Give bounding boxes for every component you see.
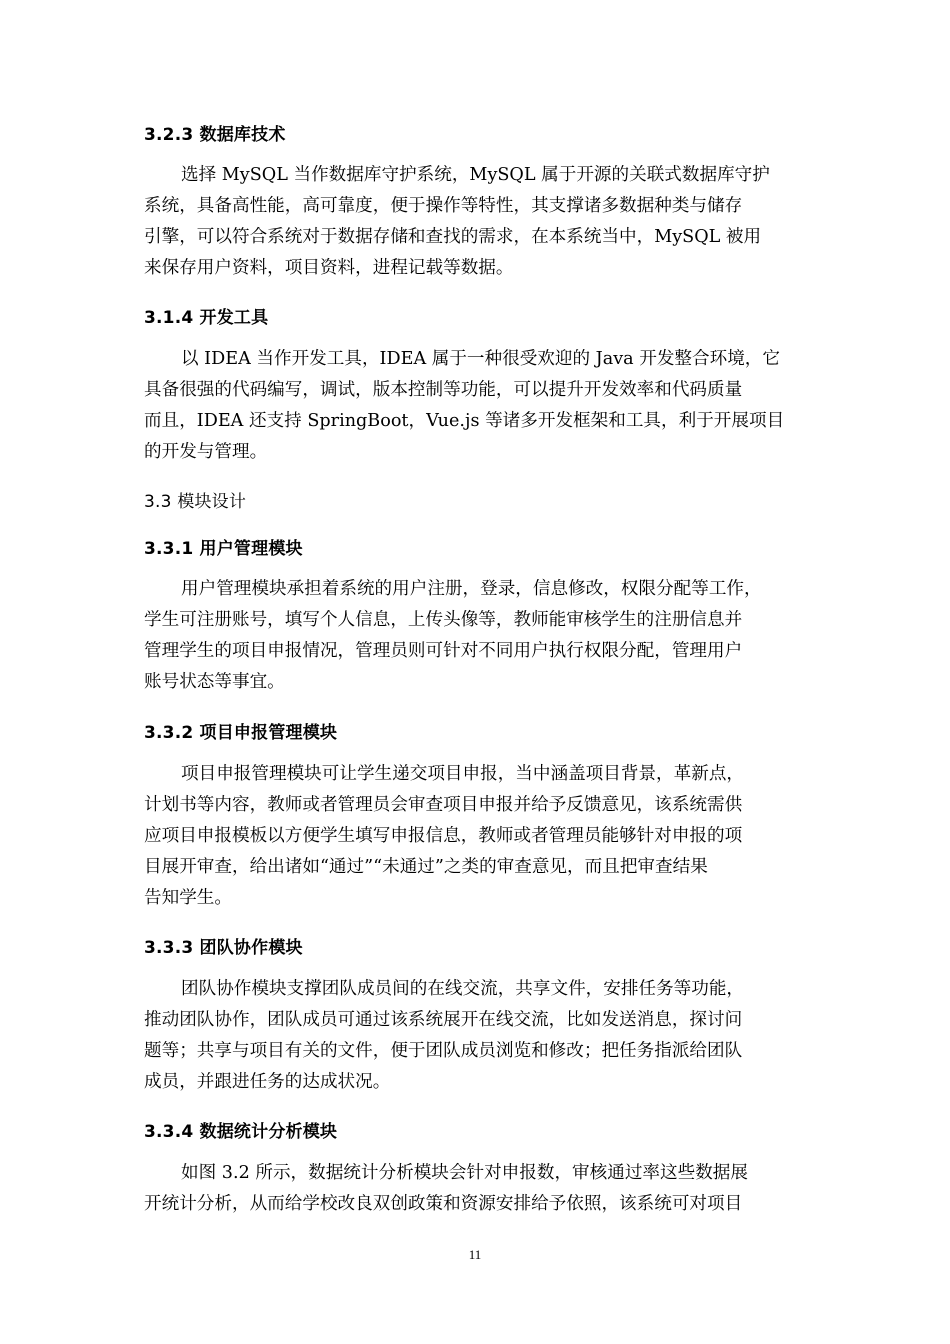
paragraph-line: 计划书等内容，教师或者管理员会审查项目申报并给予反馈意见，该系统需供 [144, 795, 743, 815]
paragraph [144, 974, 808, 1098]
paragraph-line: 应项目申报模板以方便学生填写申报信息，教师或者管理员能够针对申报的项 [144, 826, 743, 846]
paragraph [144, 574, 808, 698]
paragraph-line: 用户管理模块承担着系统的用户注册，登录，信息修改，权限分配等工作， [181, 579, 762, 599]
paragraph-line: 开统计分析，从而给学校改良双创政策和资源安排给予依照，该系统可对项目 [144, 1194, 743, 1214]
paragraph-line: 成员，并跟进任务的达成状况。 [144, 1072, 391, 1092]
paragraph-line: 账号状态等事宜。 [144, 672, 285, 692]
paragraph-line: 系统，具备高性能，高可靠度，便于操作等特性，其支撑诸多数据种类与储存 [144, 196, 743, 216]
paragraph [144, 160, 808, 284]
section-heading: 3.3.4 数据统计分析模块 [144, 1122, 338, 1142]
paragraph-line: 目展开审查，给出诸如“通过”“未通过”之类的审查意见，而且把审查结果 [144, 857, 708, 877]
paragraph-line: 以 IDEA 当作开发工具，IDEA 属于一种很受欢迎的 Java 开发整合环境，它 [181, 349, 780, 369]
paragraph [144, 1158, 808, 1220]
paragraph-line: 题等；共享与项目有关的文件，便于团队成员浏览和修改；把任务指派给团队 [144, 1041, 743, 1061]
section-heading: 3.3.2 项目申报管理模块 [144, 723, 338, 743]
paragraph-line: 而且，IDEA 还支持 SpringBoot，Vue.js 等诸多开发框架和工具，利于开展项目 [144, 411, 785, 431]
page-number: 11 [468, 1247, 482, 1262]
paragraph-line: 引擎，可以符合系统对于数据存储和查找的需求，在本系统当中，MySQL 被用 [144, 227, 762, 247]
section-heading: 3.3.3 团队协作模块 [144, 938, 303, 958]
section-heading: 3.3 模块设计 [144, 492, 247, 512]
paragraph-line: 告知学生。 [144, 888, 232, 908]
paragraph [144, 759, 808, 914]
paragraph-line: 如图 3.2 所示，数据统计分析模块会针对申报数，审核通过率这些数据展 [181, 1163, 748, 1183]
paragraph-line: 选择 MySQL 当作数据库守护系统，MySQL 属于开源的关联式数据库守护 [181, 165, 770, 185]
paragraph-line: 的开发与管理。 [144, 442, 268, 462]
paragraph-line: 团队协作模块支撑团队成员间的在线交流，共享文件，安排任务等功能， [181, 979, 745, 999]
paragraph-line: 来保存用户资料，项目资料，进程记载等数据。 [144, 258, 514, 278]
section-heading: 3.2.3 数据库技术 [144, 125, 286, 145]
paragraph [144, 344, 808, 468]
paragraph-line: 具备很强的代码编写，调试，版本控制等功能，可以提升开发效率和代码质量 [144, 380, 743, 400]
paragraph-line: 学生可注册账号，填写个人信息，上传头像等，教师能审核学生的注册信息并 [144, 610, 743, 630]
paragraph-line: 推动团队协作，团队成员可通过该系统展开在线交流，比如发送消息，探讨问 [144, 1010, 743, 1030]
section-heading: 3.3.1 用户管理模块 [144, 539, 303, 559]
paragraph-line: 项目申报管理模块可让学生递交项目申报，当中涵盖项目背景，革新点， [181, 764, 745, 784]
paragraph-line: 管理学生的项目申报情况，管理员则可针对不同用户执行权限分配，管理用户 [144, 641, 743, 661]
section-heading: 3.1.4 开发工具 [144, 308, 269, 328]
